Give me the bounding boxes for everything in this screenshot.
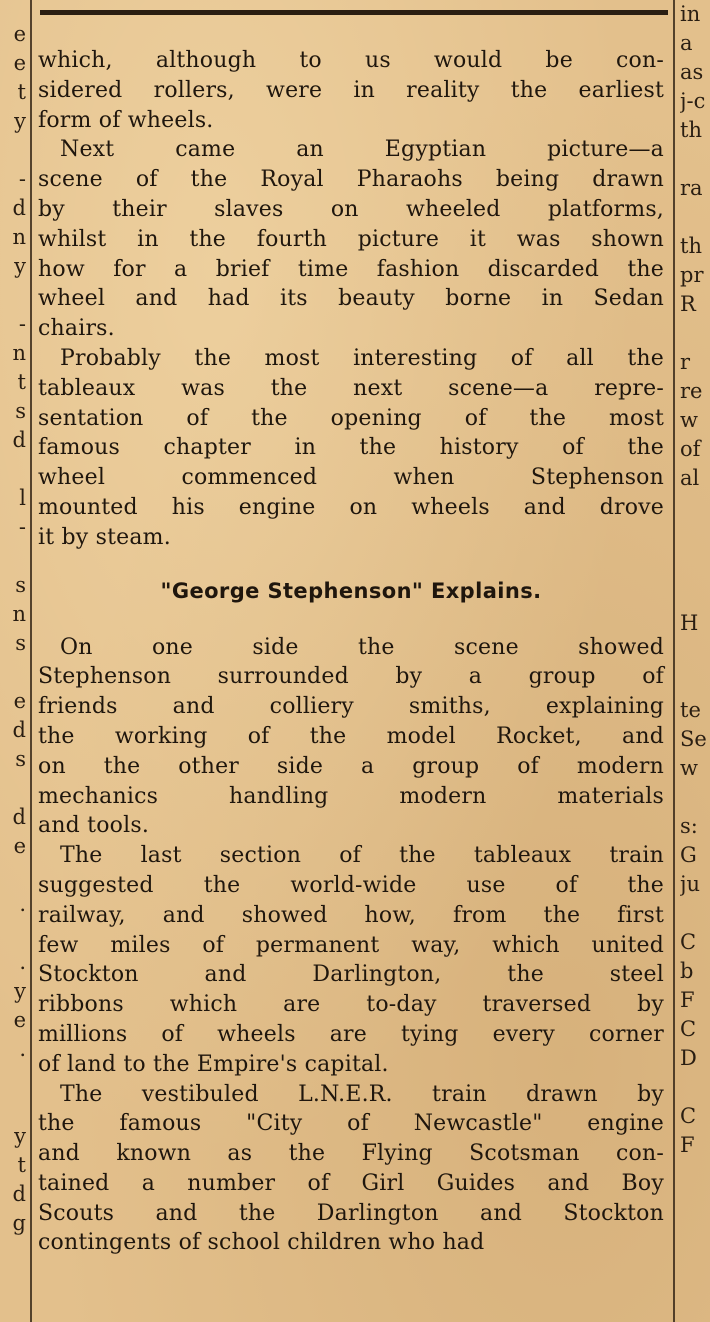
text-line: sentation of the opening of the most xyxy=(38,405,664,431)
text-line: famous chapter in the history of the xyxy=(38,435,664,461)
text-line: on the other side a group of modern xyxy=(38,753,664,779)
text-line: wheel and had its beauty borne in Sedan xyxy=(38,286,664,312)
article-body-before-heading xyxy=(38,46,664,553)
paragraph xyxy=(38,344,664,553)
left-column-rule xyxy=(30,0,32,1322)
left-column-fragments: e e t y - d n y - n t s d l - s n s e d s d e . . y e . y t d g xyxy=(12,22,26,1235)
text-line: tained a number of Girl Guides and Boy xyxy=(38,1170,664,1196)
text-line: scene of the Royal Pharaohs being drawn xyxy=(38,167,664,193)
text-line: Next came an Egyptian picture—a xyxy=(60,137,664,163)
text-line: by their slaves on wheeled platforms, xyxy=(38,196,664,222)
text-line: wheel commenced when Stephenson xyxy=(38,465,664,491)
text-line: mechanics handling modern materials xyxy=(38,783,664,809)
text-line: mounted his engine on wheels and drove xyxy=(38,494,664,520)
text-line: ribbons which are to-day traversed by xyxy=(38,992,664,1018)
text-line: how for a brief time fashion discarded the xyxy=(38,256,664,282)
top-rule xyxy=(40,10,668,15)
text-line: millions of wheels are tying every corner xyxy=(38,1021,664,1047)
text-line: Stephenson surrounded by a group of xyxy=(38,664,664,690)
text-line: The vestibuled L.N.E.R. train drawn by xyxy=(60,1081,664,1107)
text-line: The last section of the tableaux train xyxy=(60,843,664,869)
article-body-after-heading xyxy=(38,633,664,1259)
text-line: Scouts and the Darlington and Stockton xyxy=(38,1200,664,1226)
text-line: Stockton and Darlington, the steel xyxy=(38,962,664,988)
text-line: sidered rollers, were in reality the earliest xyxy=(38,77,664,103)
right-column-fragments: in a as j-c th ra th pr R r re w of al H te Se w s: G ju C b F C D C F xyxy=(680,2,707,1157)
text-line: it by steam. xyxy=(38,524,171,550)
text-line: the famous "City of Newcastle" engine xyxy=(38,1111,664,1137)
text-line: the working of the model Rocket, and xyxy=(38,723,664,749)
text-line: whilst in the fourth picture it was shown xyxy=(38,226,664,252)
article-column xyxy=(38,46,664,1258)
text-line: and known as the Flying Scotsman con- xyxy=(38,1141,664,1167)
text-line: and tools. xyxy=(38,813,150,839)
text-line: of land to the Empire's capital. xyxy=(38,1051,389,1077)
paragraph xyxy=(38,841,664,1079)
text-line: form of wheels. xyxy=(38,107,214,133)
paragraph xyxy=(38,1080,664,1259)
text-line: few miles of permanent way, which united xyxy=(38,932,664,958)
paragraph xyxy=(38,633,664,842)
right-column-rule xyxy=(673,0,675,1322)
text-line: tableaux was the next scene—a repre- xyxy=(38,375,664,401)
text-line: contingents of school children who had xyxy=(38,1230,485,1256)
text-line: suggested the world-wide use of the xyxy=(38,872,664,898)
text-line: friends and colliery smiths, explaining xyxy=(38,694,664,720)
paragraph xyxy=(38,135,664,344)
text-line: Probably the most interesting of all the xyxy=(60,345,664,371)
paragraph xyxy=(38,46,664,135)
text-line: which, although to us would be con- xyxy=(38,48,664,73)
text-line: On one side the scene showed xyxy=(60,634,664,660)
section-heading: "George Stephenson" Explains. xyxy=(160,578,542,603)
text-line: railway, and showed how, from the first xyxy=(38,902,664,928)
text-line: chairs. xyxy=(38,316,115,342)
